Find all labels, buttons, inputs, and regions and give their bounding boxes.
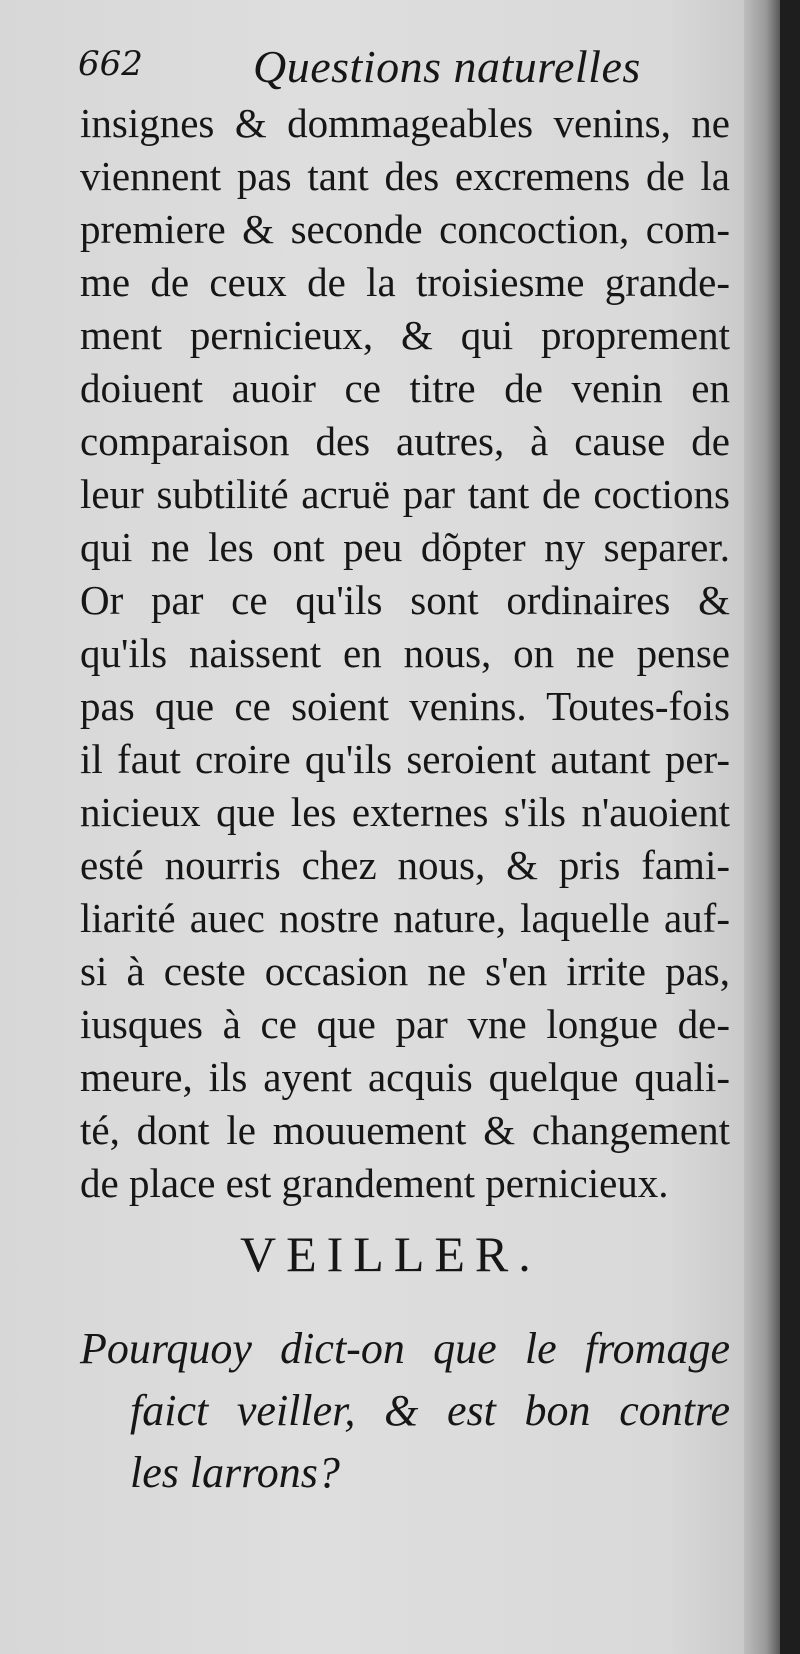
text-line: me de ceux de la troisiesme grande- — [80, 259, 730, 305]
text-line: doiuent auoir ce titre de venin en — [80, 365, 730, 411]
text-line: viennent pas tant des excremens de la — [80, 153, 730, 199]
question-line: faict veiller, & est bon contre — [130, 1386, 730, 1435]
text-line: insignes & dommageables venins, ne — [80, 100, 730, 146]
question-block — [80, 1318, 730, 1504]
text-line: iusques à ce que par vne longue de- — [80, 1001, 730, 1047]
text-line: Or par ce qu'ils sont ordinaires & — [80, 577, 730, 623]
text-line: meure, ils ayent acquis quelque quali- — [80, 1054, 730, 1100]
question-line: Pourquoy dict-on que le fromage — [80, 1324, 730, 1373]
text-line: ment pernicieux, & qui proprement — [80, 312, 730, 358]
text-line: leur subtilité acruë par tant de coctions — [80, 471, 730, 517]
text-line: qui ne les ont peu dõpter ny separer. — [80, 524, 730, 570]
text-line: premiere & seconde concoction, com- — [80, 206, 730, 252]
text-line: liarité auec nostre nature, laquelle auf- — [80, 895, 730, 941]
body-paragraph — [80, 97, 730, 1210]
text-line: de place est grandement pernicieux. — [80, 1160, 669, 1206]
text-line: pas que ce soient venins. Toutes-fois — [80, 683, 730, 729]
page-edge — [744, 0, 780, 1654]
page-number: 662 — [78, 44, 143, 84]
text-line: nicieux que les externes s'ils n'auoient — [80, 789, 730, 835]
running-head-title: Questions naturelles — [253, 41, 641, 92]
text-line: si à ceste occasion ne s'en irrite pas, — [80, 948, 730, 994]
question-line: les larrons? — [130, 1448, 340, 1497]
text-line: té, dont le mouuement & changement — [80, 1107, 730, 1153]
text-line: qu'ils naissent en nous, on ne pense — [80, 630, 730, 676]
section-heading: VEILLER. — [240, 1226, 541, 1282]
running-head — [78, 40, 718, 100]
text-line: esté nourris chez nous, & pris fami- — [80, 842, 730, 888]
text-line: il faut croire qu'ils seroient autant per- — [80, 736, 730, 782]
text-line: comparaison des autres, à cause de — [80, 418, 730, 464]
